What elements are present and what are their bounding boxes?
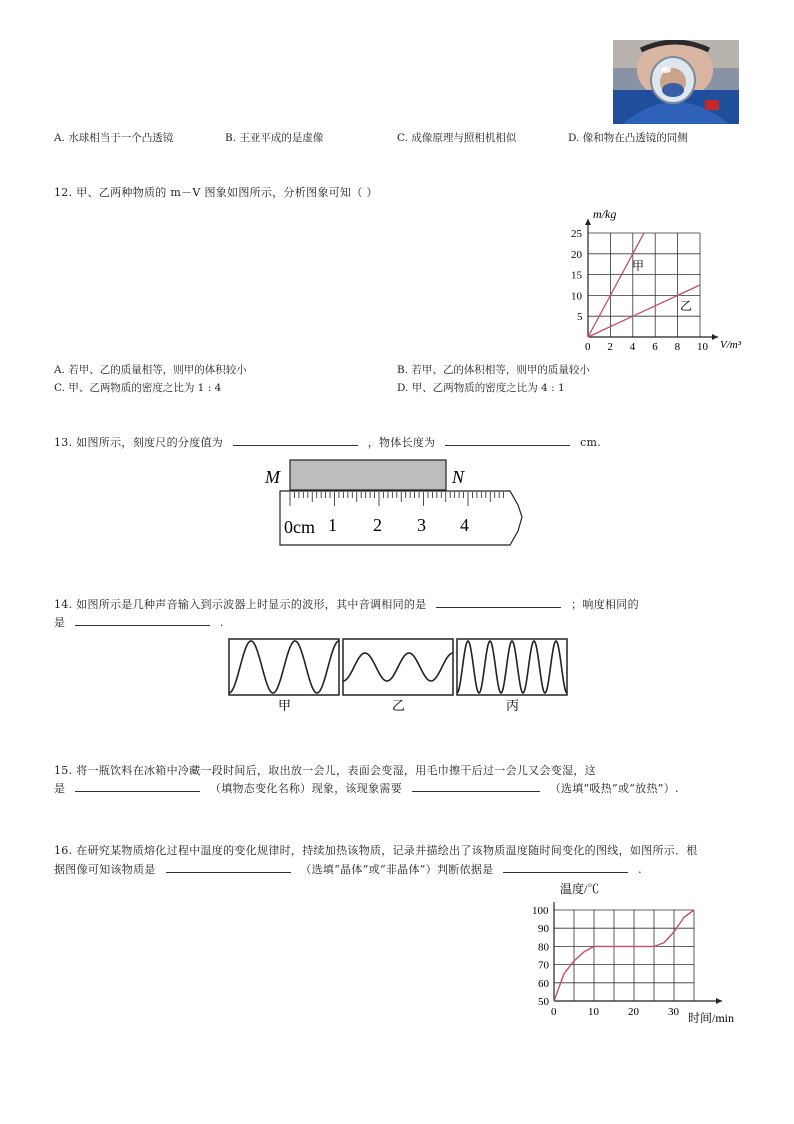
ruler-label-1: 1 <box>328 515 337 535</box>
series-line-0 <box>588 233 644 337</box>
q16-chart-series <box>554 910 694 1001</box>
series-label-yi: 乙 <box>680 299 693 313</box>
q16-y-axis-label: 温度/℃ <box>560 882 600 896</box>
ruler-figure <box>260 455 540 555</box>
x-tick-label: 8 <box>674 341 681 353</box>
q13-blank-division[interactable] <box>233 434 358 446</box>
q12-option-c: C. 甲、乙两物质的密度之比为 1 : 4 <box>54 382 222 394</box>
q12-option-a: A. 若甲、乙的质量相等，则甲的体积较小 <box>54 364 247 376</box>
q12-chart-grid <box>585 219 718 340</box>
q15-part2: （填物态变化名称）现象，该现象需要 <box>209 782 403 795</box>
ruler-label-0: 0cm <box>284 517 315 537</box>
x-tick-label: 4 <box>629 341 636 353</box>
q12-option-d: D. 甲、乙两物质的密度之比为 4 : 1 <box>397 382 565 394</box>
x-tick-label: 20 <box>628 1006 639 1018</box>
q14-stem-line1 <box>54 596 639 612</box>
q11-option-c: C. 成像原理与照相机相似 <box>397 132 517 144</box>
x-tick-label: 6 <box>652 341 658 353</box>
q16-stem-line1: 16. 在研究某物质熔化过程中温度的变化规律时，持续加热该物质，记录并描绘出了该物质温度随时间变化的图线，如图所示．根 <box>54 844 698 857</box>
y-tick-label: 25 <box>571 228 582 240</box>
q14-stem-part4: . <box>219 616 224 629</box>
q13-blank-length[interactable] <box>445 434 570 446</box>
y-axis-arrow <box>585 219 591 225</box>
q16-x-axis-label: 时间/min <box>688 1011 735 1025</box>
q11-option-d: D. 像和物在凸透镜的同侧 <box>568 132 688 144</box>
q12-y-axis-label: m/kg <box>593 207 617 221</box>
q13-stem-part2: ，物体长度为 <box>367 436 436 449</box>
q15-stem-line1: 15. 将一瓶饮料在冰箱中冷藏一段时间后，取出放一会儿，表面会变湿，用毛巾擦干后过一会儿又会变湿，这 <box>54 764 596 777</box>
q13-stem <box>54 434 601 450</box>
wave-label-bing: 丙 <box>506 698 520 713</box>
ruler-label-4: 4 <box>460 515 469 535</box>
q12-mv-chart <box>560 200 750 360</box>
q15-part3: （选填“吸热”或“放热”）. <box>549 782 679 795</box>
y-tick-label: 60 <box>538 977 549 990</box>
x-tick-label: 0 <box>585 341 591 353</box>
oscilloscope-waves <box>225 636 575 716</box>
ruler-label-2: 2 <box>373 515 382 535</box>
q16-blank-reason[interactable] <box>503 861 628 873</box>
q16-part2: （选填“晶体”或“非晶体”）判断依据是 <box>300 863 494 876</box>
y-tick-label: 50 <box>538 996 549 1008</box>
q12-stem: 12. 甲、乙两种物质的 m－V 图象如图所示，分析图象可知（ ） <box>54 186 378 199</box>
q16-blank-substance-type[interactable] <box>166 861 291 873</box>
wave-label-jia: 甲 <box>278 698 292 713</box>
y-tick-label: 20 <box>571 248 582 261</box>
ruler-label-3: 3 <box>417 515 426 535</box>
y-tick-label: 100 <box>532 905 549 917</box>
x-tick-label: 10 <box>588 1006 599 1018</box>
q15-blank-heat[interactable] <box>412 780 540 792</box>
y-tick-label: 5 <box>577 311 583 324</box>
wave-label-yi: 乙 <box>392 698 406 713</box>
q11-option-b: B. 王亚平成的是虚像 <box>225 132 324 144</box>
q14-blank-pitch[interactable] <box>436 596 561 608</box>
q13-stem-part1: 13. 如图所示，刻度尺的分度值为 <box>54 436 224 449</box>
x-axis-arrow <box>712 334 718 340</box>
q12-x-axis-label: V/m³ <box>720 339 742 351</box>
x-tick-label: 10 <box>697 341 708 353</box>
q11-option-a: A. 水球相当于一个凸透镜 <box>54 132 174 144</box>
y-tick-label: 80 <box>538 941 549 954</box>
q16-part3: . <box>638 863 642 876</box>
q12-option-b: B. 若甲、乙的体积相等，则甲的质量较小 <box>397 364 590 376</box>
q14-stem-line2 <box>54 614 224 630</box>
q16-stem-line2 <box>54 861 642 877</box>
x-tick-label: 0 <box>551 1006 557 1018</box>
x-axis-arrow <box>716 998 722 1004</box>
series-label-jia: 甲 <box>632 259 645 273</box>
q15-stem-line2 <box>54 780 679 796</box>
y-tick-label: 10 <box>571 290 582 303</box>
q16-part1: 据图像可知该物质是 <box>54 863 156 876</box>
q15-blank-phase-change[interactable] <box>75 780 200 792</box>
measured-block <box>290 460 446 490</box>
x-tick-label: 2 <box>607 341 613 353</box>
q15-part1: 是 <box>54 782 66 795</box>
q12-chart-series <box>588 233 700 337</box>
q13-stem-part3: cm. <box>580 436 602 449</box>
q16-chart-grid <box>554 902 722 1004</box>
q14-stem-part2: ；响度相同的 <box>571 598 639 611</box>
q16-melting-chart <box>520 880 750 1030</box>
series-line-0 <box>554 910 694 1001</box>
q14-stem-part1: 14. 如图所示是几种声音输入到示波器上时显示的波形，其中音调相同的是 <box>54 598 427 611</box>
x-tick-label: 30 <box>668 1006 679 1018</box>
y-tick-label: 15 <box>571 269 582 282</box>
label-n: N <box>452 467 465 487</box>
astronaut-water-ball-photo <box>613 40 739 124</box>
q14-blank-loudness[interactable] <box>75 614 210 626</box>
y-tick-label: 70 <box>538 959 549 972</box>
y-tick-label: 90 <box>538 923 549 936</box>
q14-stem-part3: 是 <box>54 616 66 629</box>
label-m: M <box>265 467 280 487</box>
